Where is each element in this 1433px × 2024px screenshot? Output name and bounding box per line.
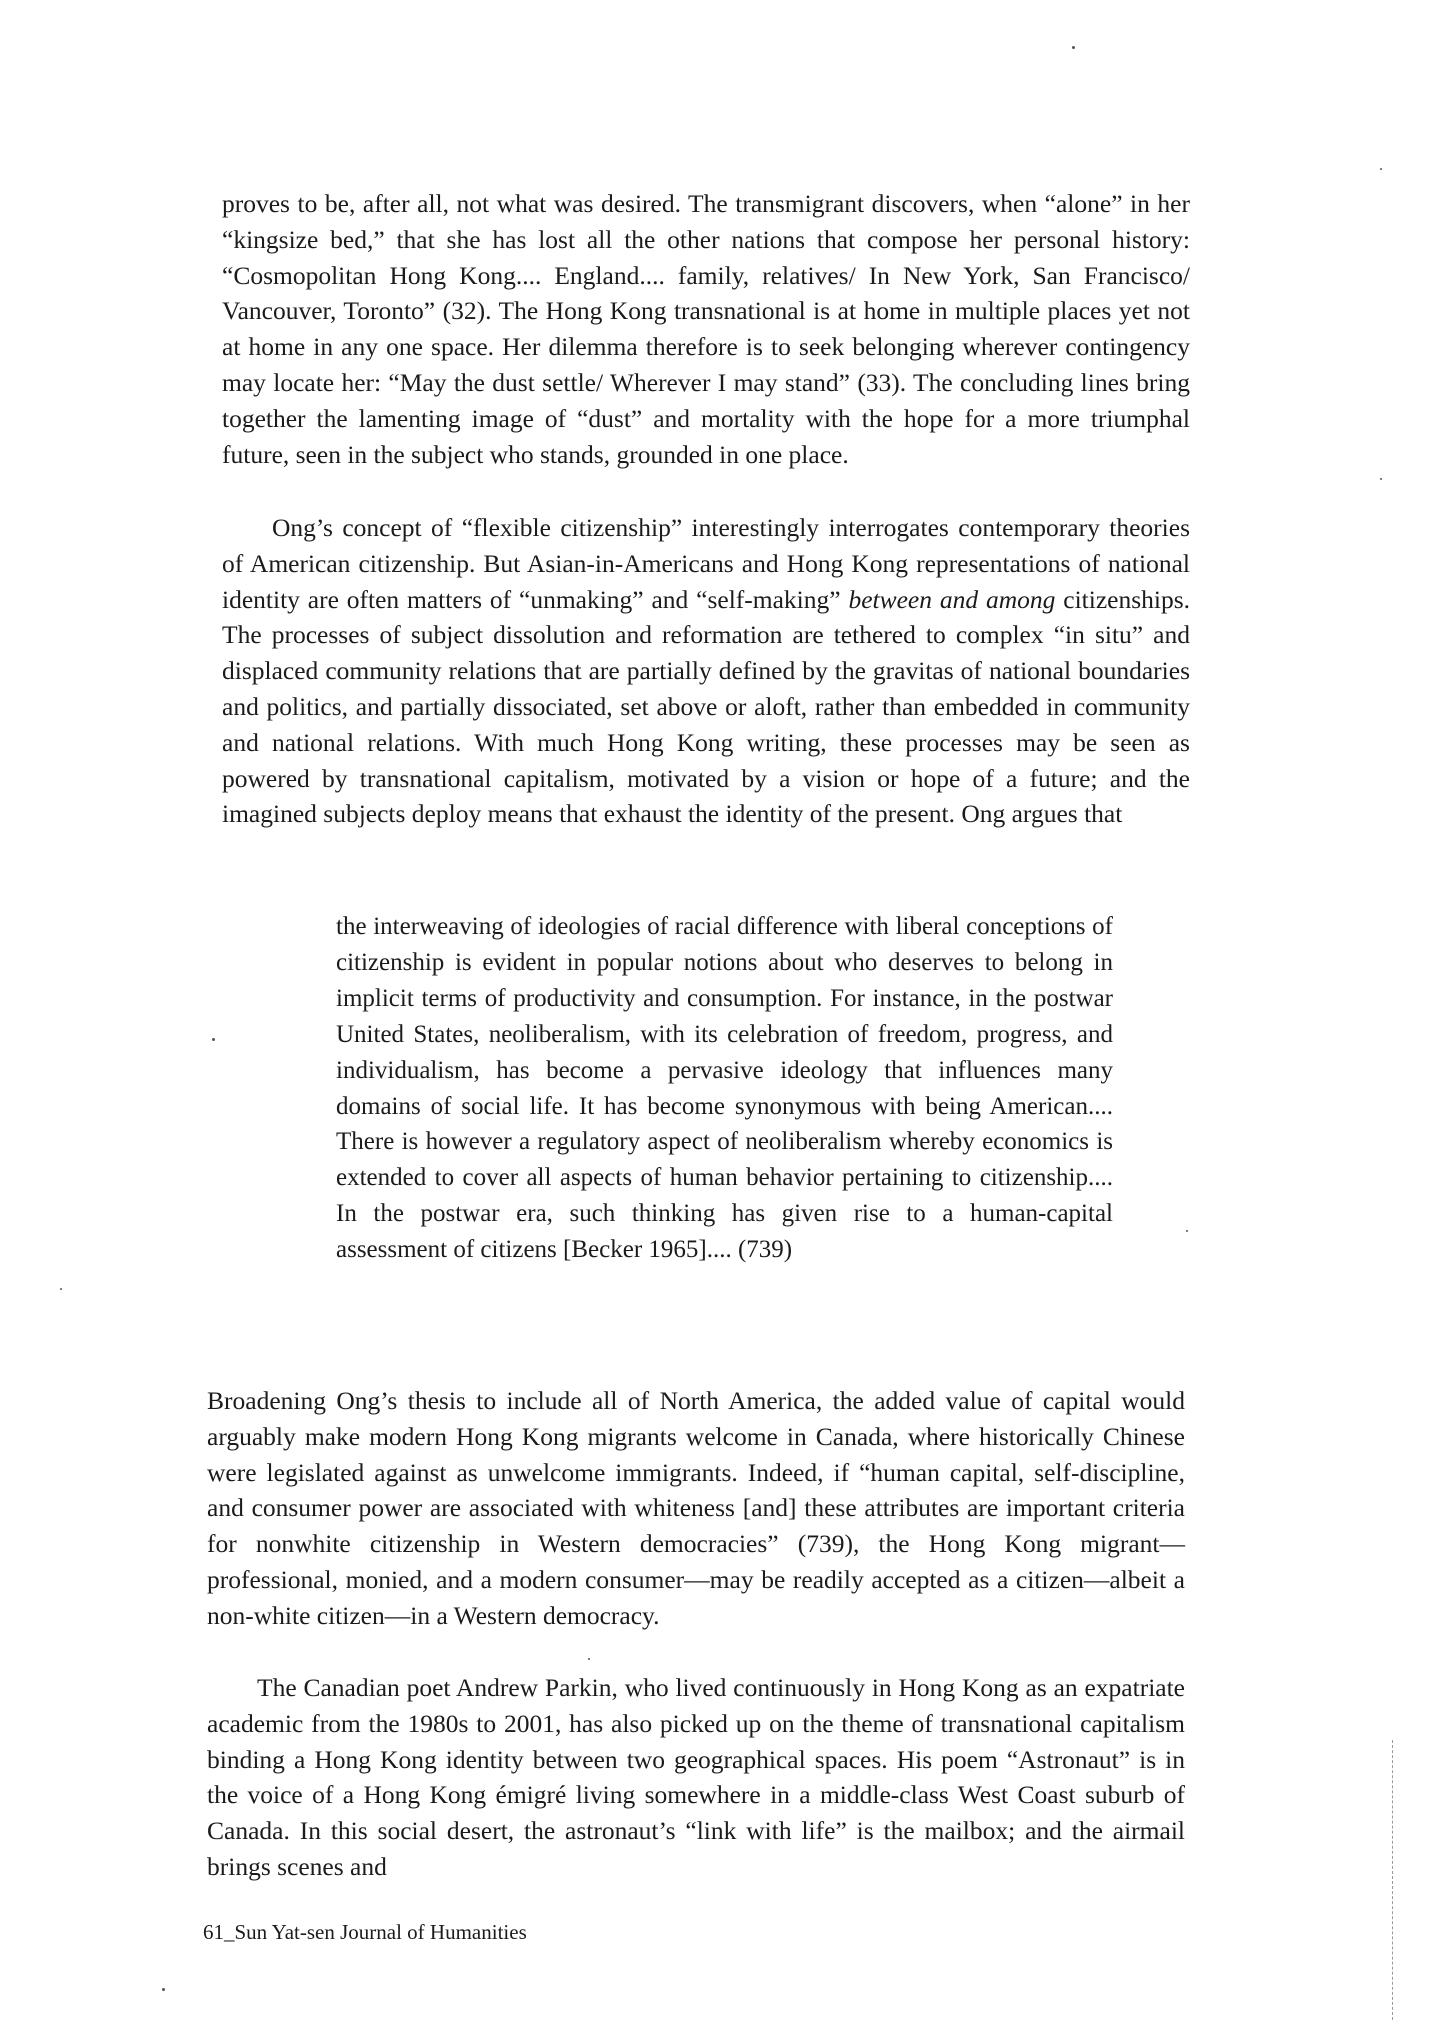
paragraph-2-text-start: Ong’s concept of “flexible citizenship” interestingly interrogates contemporary theories of American citizenship. But Asian-in-Americans and Hong Kong representations of national identity are often matters of “unmaking” and “self-making” [222,513,1190,614]
body-paragraph-3: Broadening Ong’s thesis to include all of North America, the added value of capital would arguably make modern Hong Kong migrants welcome in Canada, where historically Chinese were legislated against as unwelcome immigrants. Indeed, if “human capital, self-discipline, and consumer power are associated with whiteness [and] these attributes are important criteria for nonwhite citizenship in Western democracies” (739), the Hong Kong migrant—professional, monied, and a modern consumer—may be readily accepted as a citizen—albeit a non-white citizen—in a Western democracy. [207,1386,1185,1630]
body-paragraph-2 [222,510,1190,832]
scan-speck [588,1658,590,1660]
body-paragraph-4: The Canadian poet Andrew Parkin, who lived continuously in Hong Kong as an expatriate academic from the 1980s to 2001, has also picked up on the theme of transnational capitalism binding a Hong Kong identity between two geographical spaces. His poem “Astronaut” is in the voice of a Hong Kong émigré living somewhere in a middle-class West Coast suburb of Canada. In this social desert, the astronaut’s “link with life” is the mailbox; and the airmail brings scenes and [207,1673,1185,1881]
block-quote: the interweaving of ideologies of racial difference with liberal conceptions of citizenship is evident in popular notions about who deserves to belong in implicit terms of productivity and consumption. For instance, in the postwar United States, neoliberalism, with its celebration of freedom, progress, and individualism, has become a pervasive ideology that influences many domains of social life. It has become synonymous with being American.... There is however a regulatory aspect of neoliberalism whereby economics is extended to cover all aspects of human behavior pertaining to citizenship.... In the postwar era, such thinking has given rise to a human-capital assessment of citizens [Becker 1965].... (739) [336,913,1113,1264]
page-number: 61 [203,1920,224,1944]
scan-speck [60,1288,62,1290]
scan-edge-line [1392,1740,1393,2020]
scan-speck [1186,1230,1188,1232]
scan-speck [162,1988,165,1991]
scan-speck [1380,478,1382,480]
body-paragraph-1: proves to be, after all, not what was desired. The transmigrant discovers, when “alone” in her “kingsize bed,” that she has lost all the other nations that compose her personal history: “Cosmopolitan Hong Kong.... England.... family, relatives/ In New York, San Francisco/ Vancouver, Toronto” (32). The Hong Kong transnational is at home in multiple places yet not at home in any one space. Her dilemma therefore is to seek belonging wherever contingency may locate her: “May the dust settle/ Wherever I may stand” (33). The concluding lines bring together the lamenting image of “dust” and mortality with the hope for a more triumphal future, seen in the subject who stands, grounded in one place. [222,189,1190,469]
page-footer [203,1918,527,1946]
journal-title: Sun Yat-sen Journal of Humanities [234,1920,527,1944]
paragraph-2-text-end: citizenships. The processes of subject dissolution and reformation are tethered to complex “in situ” and displaced community relations that are partially defined by the gravitas of national boundaries and politics, and partially dissociated, set above or aloft, rather than embedded in community and national relations. With much Hong Kong writing, these processes may be seen as powered by transnational capitalism, motivated by a vision or hope of a future; and the imagined subjects deploy means that exhaust the identity of the present. Ong argues that [222,584,1191,829]
emphasized-phrase: between and among [848,584,1056,614]
scan-speck [1380,168,1382,170]
scan-speck [1072,46,1075,49]
footer-separator: _ [224,1920,235,1944]
scan-speck [212,1038,215,1041]
